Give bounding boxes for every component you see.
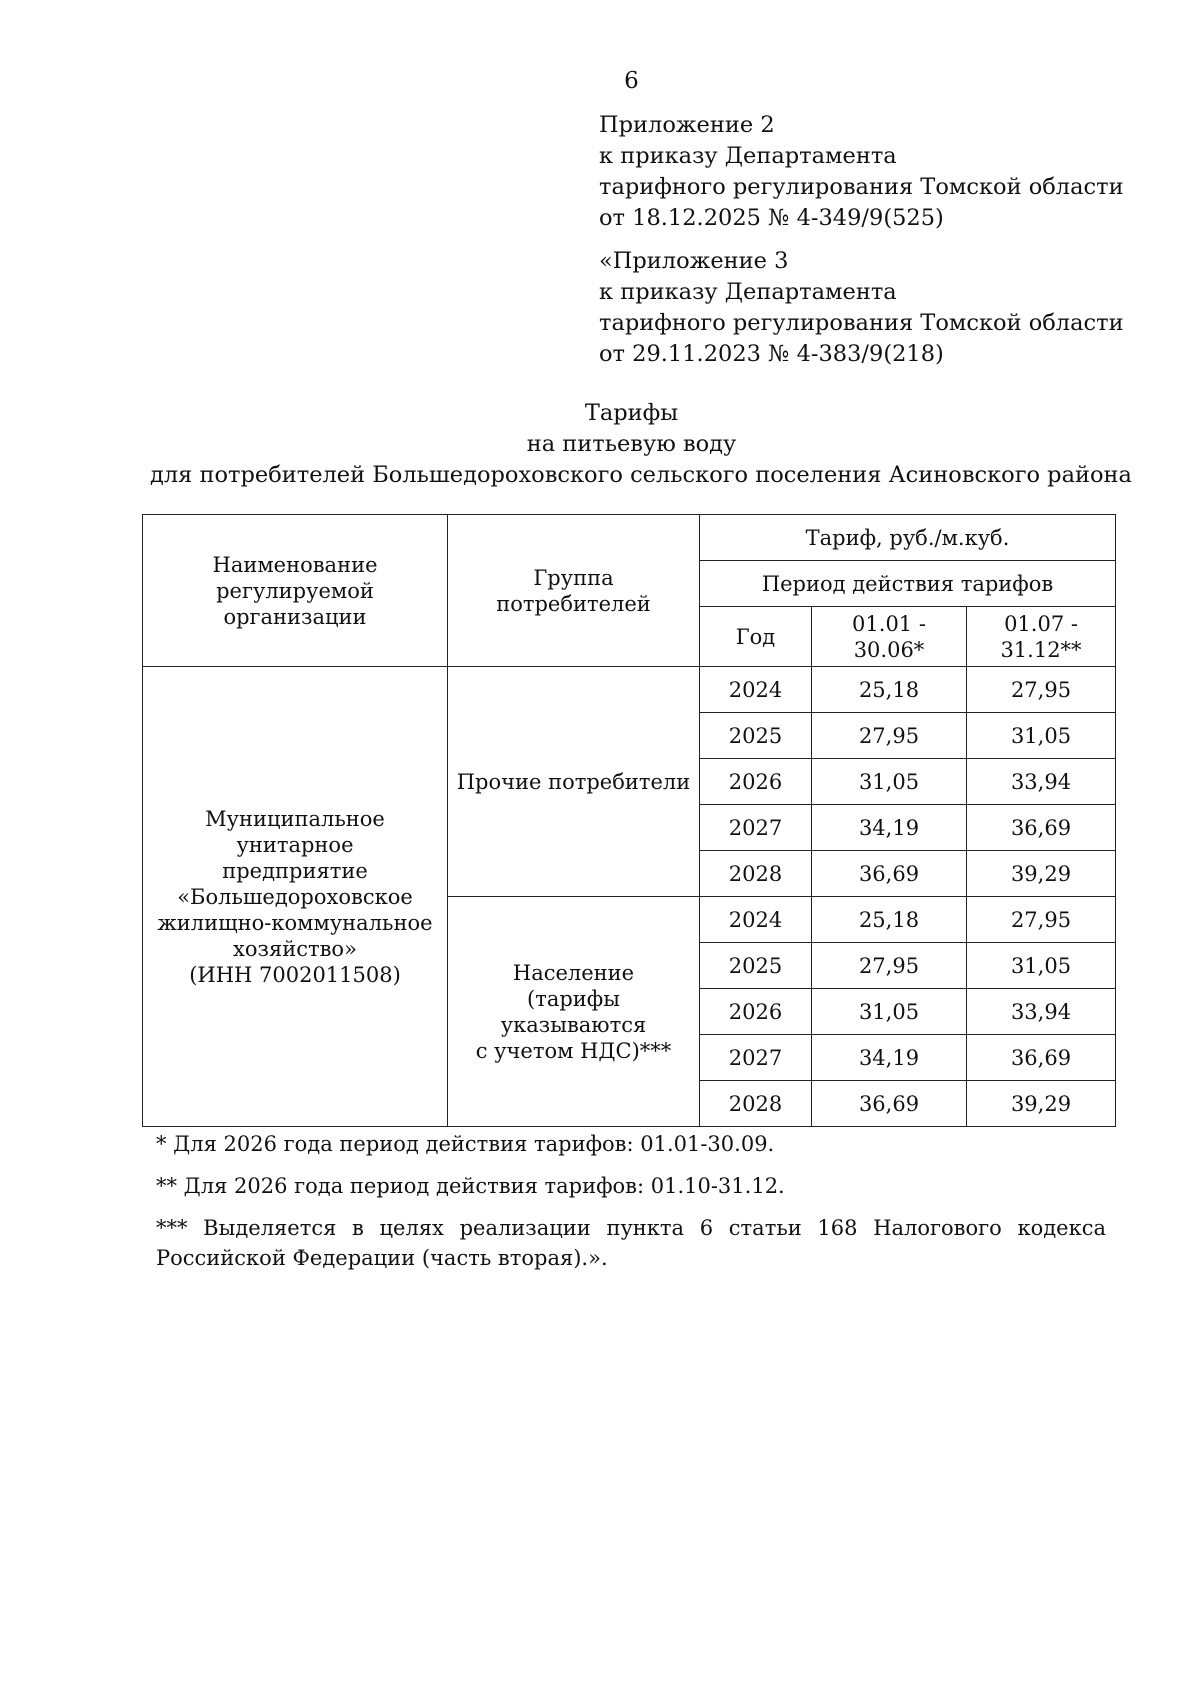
org-line: жилищно-коммунальное [157,910,433,935]
tariff-header: Тариф, руб./м.куб. [700,515,1116,561]
year-cell: 2024 [700,897,812,943]
footnote: ** Для 2026 года период действия тарифов: 01.10-31.12. [156,1174,785,1198]
title-line: Тарифы [584,400,679,426]
year-cell: 2025 [700,713,812,759]
annex-line: от 29.11.2023 № 4-383/9(218) [599,341,944,367]
second-half-header: 01.07 - 31.12** [967,607,1116,667]
footnote: *** Выделяется в целях реализации пункта 6 статьи 168 Налогового кодекса Российской Федерации (часть вторая).». [156,1216,1106,1270]
annex-current [599,110,1124,234]
tariff-cell: 25,18 [812,667,967,713]
tariff-cell: 27,95 [812,713,967,759]
group-line: Население [512,960,635,985]
consumer-group-population [448,897,700,1127]
table-row [143,667,1116,713]
period-header: Период действия тарифов [700,561,1116,607]
tariff-cell: 31,05 [967,713,1116,759]
year-cell: 2025 [700,943,812,989]
annex-line: тарифного регулирования Томской области [599,174,1124,200]
annex-line: к приказу Департамента [599,143,897,169]
tariff-cell: 36,69 [967,1035,1116,1081]
tariff-cell: 31,05 [812,759,967,805]
tariff-cell: 27,95 [967,667,1116,713]
tariff-cell: 31,05 [967,943,1116,989]
tariff-table [142,514,1116,1127]
footnote: * Для 2026 года период действия тарифов: 01.01-30.09. [156,1132,775,1156]
tariff-cell: 39,29 [967,1081,1116,1127]
tariff-cell: 25,18 [812,897,967,943]
document-title [150,398,1132,491]
table-header-row [143,515,1116,561]
annex-line: тарифного регулирования Томской области [599,310,1124,336]
year-cell: 2028 [700,851,812,897]
tariff-cell: 34,19 [812,805,967,851]
group-line: с учетом НДС)*** [475,1038,672,1063]
org-line: хозяйство» [233,936,357,961]
page-number: 6 [624,68,639,94]
year-cell: 2027 [700,805,812,851]
tariff-cell: 33,94 [967,759,1116,805]
year-cell: 2028 [700,1081,812,1127]
title-line: для потребителей Большедороховского сельского поселения Асиновского района [150,462,1132,488]
footnotes [156,1129,1106,1285]
tariff-cell: 36,69 [812,1081,967,1127]
org-line: предприятие [222,858,368,883]
organization-cell [143,667,448,1127]
annex-original [599,246,1124,370]
year-cell: 2024 [700,667,812,713]
tariff-cell: 27,95 [812,943,967,989]
tariff-cell: 36,69 [812,851,967,897]
annex-line: «Приложение 3 [599,248,789,274]
annex-line: от 18.12.2025 № 4-349/9(525) [599,205,944,231]
tariff-cell: 31,05 [812,989,967,1035]
tariff-cell: 39,29 [967,851,1116,897]
annex-line: к приказу Департамента [599,279,897,305]
first-half-header: 01.01 - 30.06* [812,607,967,667]
year-cell: 2026 [700,989,812,1035]
org-line: (ИНН 7002011508) [189,962,401,987]
year-header: Год [700,607,812,667]
org-name-header: Наименование регулируемой организации [143,515,448,667]
year-cell: 2027 [700,1035,812,1081]
title-line: на питьевую воду [526,431,737,457]
tariff-cell: 27,95 [967,897,1116,943]
annex-line: Приложение 2 [599,112,775,138]
tariff-cell: 34,19 [812,1035,967,1081]
org-line: Муниципальное унитарное [205,806,385,857]
tariff-cell: 36,69 [967,805,1116,851]
consumer-group-header: Группа потребителей [448,515,700,667]
org-line: «Большедороховское [177,884,413,909]
consumer-group-other: Прочие потребители [448,667,700,897]
year-cell: 2026 [700,759,812,805]
group-line: (тарифы указываются [500,986,647,1037]
tariff-cell: 33,94 [967,989,1116,1035]
